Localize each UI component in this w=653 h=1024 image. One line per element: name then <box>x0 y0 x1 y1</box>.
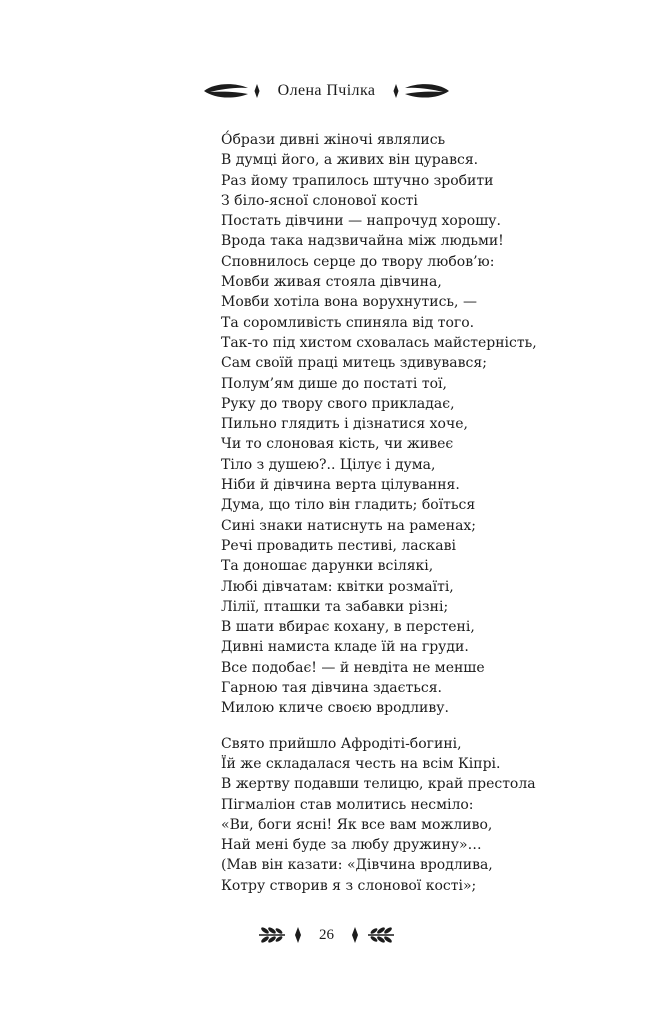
verse-line: Та соромливість спиняла від того. <box>221 314 475 331</box>
verse-line: Так-то під хистом сховалась майстерність, <box>221 334 537 351</box>
verse-line: О́брази дивні жіночі являлись <box>221 132 446 148</box>
verse-line: Руку до твору свого прикладає, <box>221 395 455 412</box>
verse-line: Їй же складалася честь на всім Кіпрі. <box>221 755 501 772</box>
verse-line: Мовби хотіла вона ворухнутись, — <box>221 294 477 311</box>
poem-body <box>221 130 621 896</box>
verse-line: Раз йому трапилось штучно зробити <box>221 172 494 189</box>
verse-line: Сам своїй праці митець здивувався; <box>221 355 487 372</box>
diamond-feather-icon <box>389 82 451 100</box>
stanza <box>221 734 621 896</box>
verse-line: Речі провадить пестиві, ласкаві <box>221 537 456 554</box>
verse-line: Котру створив я з слонової кості»; <box>221 877 477 894</box>
verse-line: Най мені буде за любу дружину»… <box>221 837 482 854</box>
verse-line: Дума, що тіло він гладить; боїться <box>221 497 476 514</box>
verse-line: Дивні намиста кладе їй на груди. <box>221 639 469 656</box>
verse-line: Пильно глядить і дізнатися хоче, <box>221 416 468 433</box>
verse-line: В думці його, а живих він цурався. <box>221 152 479 169</box>
leaf-diamond-icon <box>257 924 307 946</box>
page-number: 26 <box>319 926 334 943</box>
verse-line: Полум’ям дише до постаті тої, <box>221 375 447 392</box>
verse-line: Та доношає дарунки всілякі, <box>221 558 434 575</box>
verse-line: Чи то слоновая кість, чи живеє <box>221 436 454 453</box>
verse-line: Гарною тая дівчина здається. <box>221 680 442 697</box>
feather-diamond-icon <box>202 82 264 100</box>
stanza <box>221 130 621 719</box>
verse-line: (Мав він казати: «Дівчина вродлива, <box>221 857 493 874</box>
verse-line: Сповнилось серце до твору любов’ю: <box>221 253 495 270</box>
verse-line: В шати вбирає кохану, в перстені, <box>221 619 475 636</box>
verse-line: З біло-ясної слонової кості <box>221 192 418 209</box>
verse-line: В жертву подавши телицю, край престола <box>221 776 536 793</box>
verse-line: Врода така надзвичайна між людьми! <box>221 233 504 250</box>
verse-line: Лілії, пташки та забавки різні; <box>221 598 449 615</box>
verse-line: Сині знаки натиснуть на раменах; <box>221 517 477 534</box>
diamond-leaf-icon <box>346 924 396 946</box>
header-author: Олена Пчілка <box>277 82 376 99</box>
page-footer <box>0 920 653 950</box>
verse-line: Тіло з душею?.. Цілує і дума, <box>221 456 436 473</box>
running-header <box>0 76 653 106</box>
verse-line: Мовби живая стояла дівчина, <box>221 274 442 291</box>
verse-line: Пігмаліон став молитись несміло: <box>221 796 474 813</box>
verse-line: Ніби й дівчина верта цілування. <box>221 477 460 494</box>
verse-line: Постать дівчини — напрочуд хорошу. <box>221 213 501 230</box>
verse-line: Все подобає! — й невдіта не менше <box>221 659 485 676</box>
verse-line: «Ви, боги ясні! Як все вам можливо, <box>221 816 493 833</box>
verse-line: Свято прийшло Афродіті-богині, <box>221 735 462 752</box>
verse-line: Милою кличе своєю вродливу. <box>221 700 449 717</box>
verse-line: Любі дівчатам: квітки розмаїті, <box>221 578 454 595</box>
